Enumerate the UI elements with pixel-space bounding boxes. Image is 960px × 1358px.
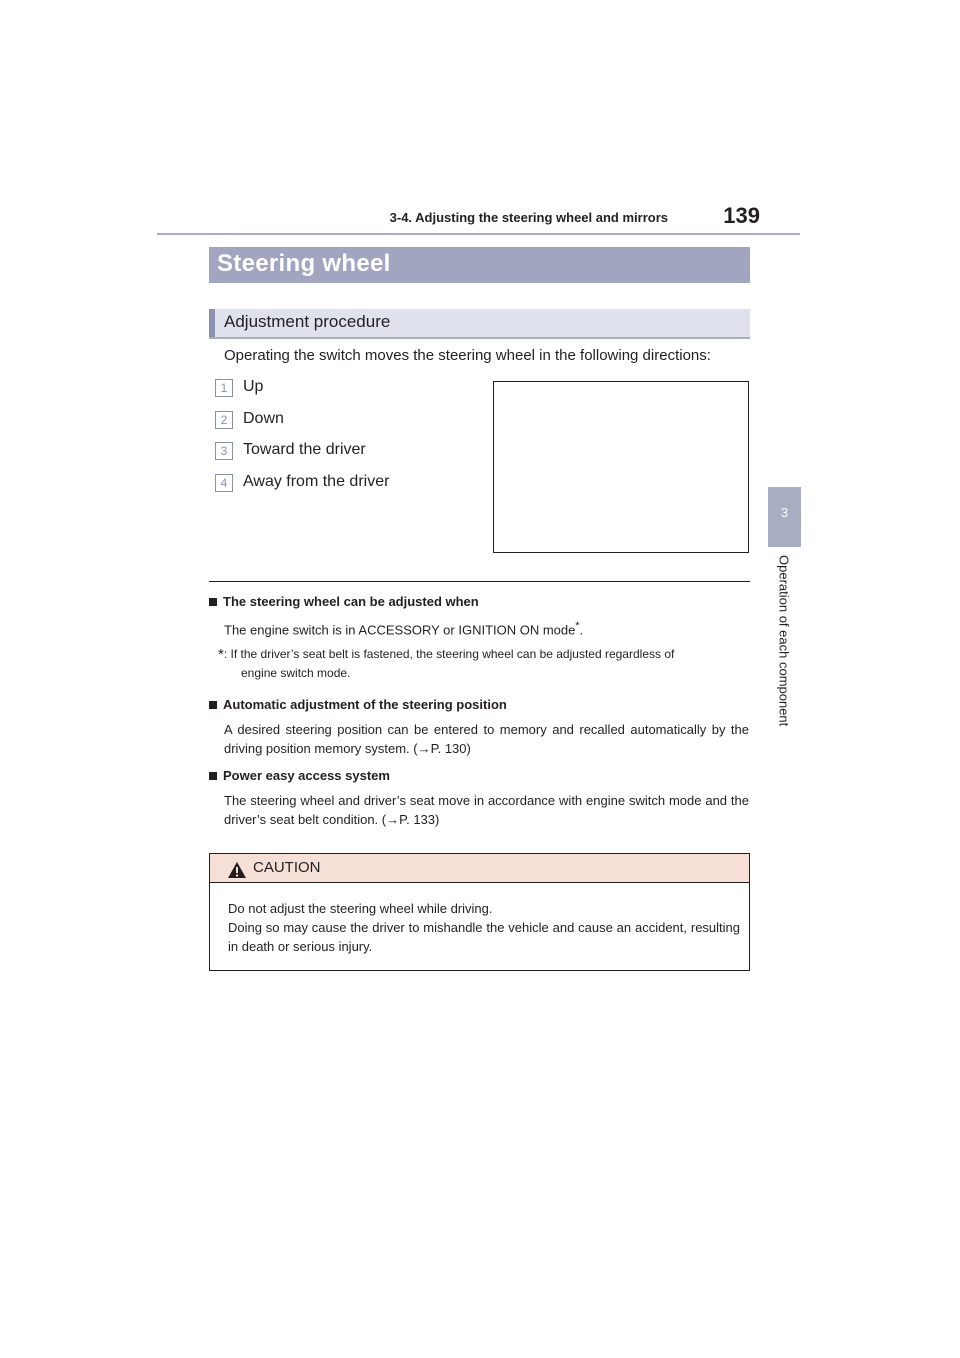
- caution-line: Do not adjust the steering wheel while driving.: [228, 901, 493, 916]
- footnote: [218, 645, 748, 683]
- footnote-marker: *: [575, 620, 580, 632]
- note-body: [224, 617, 749, 639]
- direction-number-badge: 3: [215, 442, 233, 460]
- direction-number-badge: 4: [215, 474, 233, 492]
- caution-body: [228, 899, 740, 956]
- note-power-easy-access: [209, 768, 749, 829]
- note-automatic-adjustment: [209, 697, 749, 758]
- direction-number-badge: 2: [215, 411, 233, 429]
- page-number: 139: [723, 203, 760, 228]
- footnote-star: *: [218, 646, 224, 663]
- note-body-end: .: [579, 622, 584, 638]
- note-steering-adjustable: [209, 594, 749, 639]
- footnote-text: : If the driver’s seat belt is fastened, the steering wheel can be adjusted regardless of: [223, 647, 675, 661]
- warning-triangle-icon: [227, 861, 247, 879]
- note-body: The steering wheel and driver’s seat move in accordance with engine switch mode and the driver’s seat belt condition. (→P. 133): [224, 793, 749, 827]
- header-rule: [157, 233, 800, 235]
- intro-text: Operating the switch moves the steering wheel in the following directions:: [224, 347, 711, 364]
- caution-box: [209, 853, 750, 971]
- caution-line: Doing so may cause the driver to mishandle the vehicle and cause an accident, resulting in death or serious injury.: [228, 920, 740, 954]
- illustration-frame: [493, 381, 749, 553]
- footnote-text-continued: engine switch mode.: [241, 666, 351, 680]
- chapter-side-label: [770, 555, 798, 755]
- section-title: Steering wheel: [217, 250, 391, 277]
- subsection-banner: [209, 309, 750, 339]
- direction-label: Down: [243, 410, 284, 427]
- chapter-tab-number: 3: [780, 505, 789, 520]
- section-title-banner: [209, 247, 750, 283]
- direction-number-badge: 1: [215, 379, 233, 397]
- direction-label: Up: [243, 378, 264, 395]
- note-heading: Power easy access system: [209, 768, 749, 783]
- direction-label: Toward the driver: [243, 441, 366, 458]
- chapter-side-label-text: Operation of each component: [776, 555, 792, 727]
- note-body: A desired steering position can be entered to memory and recalled automatically by the driving position memory system. (→P. 130): [224, 722, 749, 756]
- note-body-text: The engine switch is in ACCESSORY or IGNITION ON mode: [224, 622, 576, 638]
- caution-header: [210, 854, 749, 883]
- section-divider: [209, 581, 750, 582]
- chapter-title: 3-4. Adjusting the steering wheel and mirrors: [389, 210, 668, 225]
- chapter-tab: [768, 487, 801, 547]
- caution-label: CAUTION: [253, 859, 321, 876]
- note-heading: The steering wheel can be adjusted when: [209, 594, 749, 609]
- subsection-title: Adjustment procedure: [224, 312, 391, 331]
- subsection-bar: [209, 309, 215, 337]
- direction-label: Away from the driver: [243, 473, 390, 490]
- note-heading: Automatic adjustment of the steering position: [209, 697, 749, 712]
